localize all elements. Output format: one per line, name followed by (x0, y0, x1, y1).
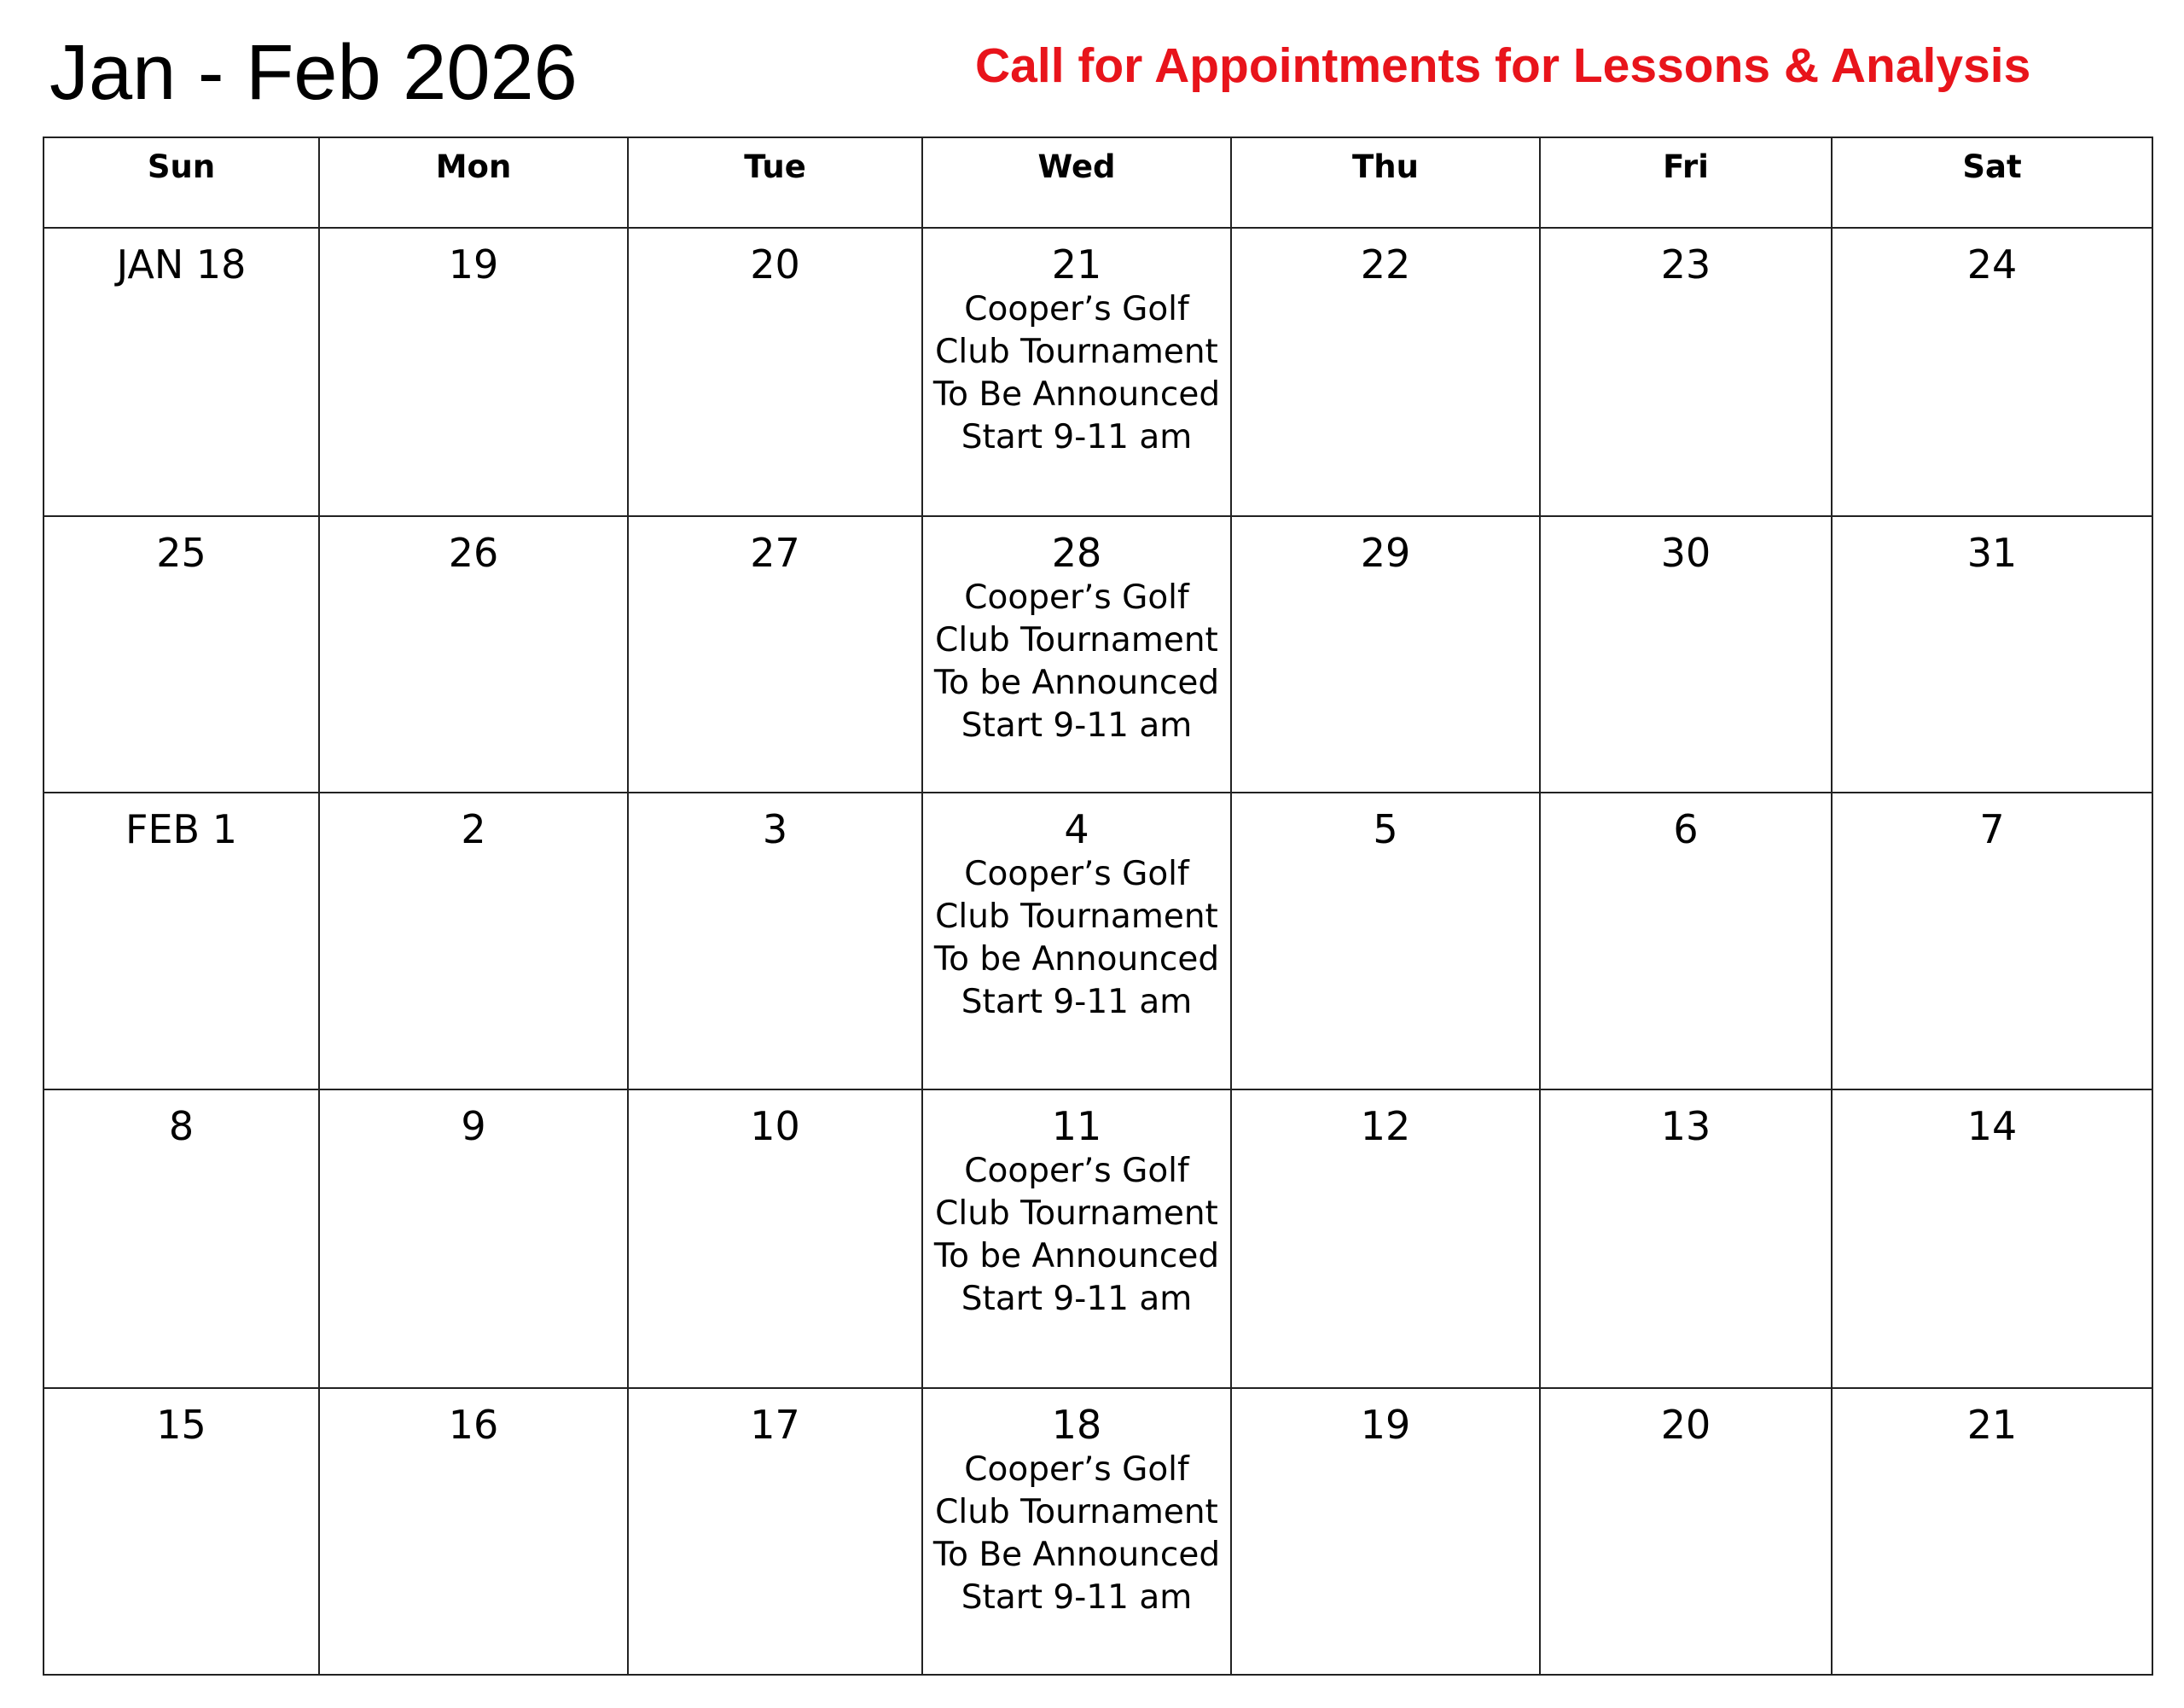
day-number: JAN 18 (116, 241, 247, 288)
day-number: 21 (1966, 1402, 2018, 1448)
day-number: 9 (461, 1103, 486, 1149)
day-cell (1540, 793, 1832, 1089)
weekday-header-tue: Tue (628, 137, 922, 228)
event-text: Club Tournament (935, 898, 1218, 936)
event-text: To Be Announced (932, 375, 1221, 414)
event-text: To be Announced (933, 1237, 1220, 1275)
event-text: To be Announced (933, 940, 1220, 979)
day-number: 16 (448, 1402, 499, 1448)
day-number: 18 (1051, 1402, 1102, 1448)
day-number: 10 (750, 1103, 800, 1149)
day-cell (922, 228, 1231, 516)
week-row (44, 516, 2152, 793)
day-number: 22 (1360, 241, 1411, 288)
weekday-header-fri: Fri (1540, 137, 1832, 228)
appointment-notice: Call for Appointments for Lessons & Analysis (975, 38, 2031, 93)
weekday-header-thu: Thu (1231, 137, 1540, 228)
event-text: Start 9-11 am (961, 983, 1193, 1021)
event-text: Cooper’s Golf (964, 290, 1189, 328)
event-text: Cooper’s Golf (964, 578, 1189, 617)
day-cell (1540, 516, 1832, 793)
event-text: Club Tournament (935, 1493, 1218, 1531)
week-row (44, 1388, 2152, 1675)
day-cell (922, 1388, 1231, 1675)
day-cell (44, 228, 319, 516)
event-text: Club Tournament (935, 621, 1218, 659)
day-cell (44, 793, 319, 1089)
weekday-header-row (44, 137, 2152, 228)
weekday-header-sat: Sat (1832, 137, 2152, 228)
day-cell (1832, 1089, 2152, 1388)
day-number: 15 (156, 1402, 206, 1448)
day-number: 6 (1673, 806, 1699, 852)
day-number: 4 (1064, 806, 1089, 852)
day-number: 26 (448, 530, 499, 576)
day-cell (319, 793, 628, 1089)
day-number: 3 (762, 806, 788, 852)
day-cell (1540, 1089, 1832, 1388)
day-cell (1832, 228, 2152, 516)
day-cell (628, 1388, 922, 1675)
weekday-header-mon: Mon (319, 137, 628, 228)
event-text: Cooper’s Golf (964, 1450, 1189, 1489)
day-number: 14 (1966, 1103, 2018, 1149)
day-number: 11 (1051, 1103, 1102, 1149)
day-cell (1832, 793, 2152, 1089)
day-number: 29 (1360, 530, 1411, 576)
day-number: 27 (750, 530, 800, 576)
day-number: 31 (1966, 530, 2018, 576)
event-text: Club Tournament (935, 1194, 1218, 1233)
day-cell (44, 516, 319, 793)
day-cell (922, 793, 1231, 1089)
event-text: Cooper’s Golf (964, 1152, 1189, 1190)
day-cell (1231, 1089, 1540, 1388)
week-row (44, 228, 2152, 516)
day-number: 25 (156, 530, 206, 576)
event-text: Start 9-11 am (961, 418, 1193, 456)
event-text: To be Announced (933, 664, 1220, 702)
page-title: Jan - Feb 2026 (49, 29, 578, 116)
day-cell (1832, 1388, 2152, 1675)
day-number: 24 (1966, 241, 2018, 288)
day-cell (319, 1388, 628, 1675)
event-text: Club Tournament (935, 333, 1218, 371)
day-cell (1231, 228, 1540, 516)
day-cell (628, 793, 922, 1089)
day-number: 19 (1360, 1402, 1411, 1448)
calendar-body (44, 228, 2152, 1675)
day-number: 7 (1979, 806, 2005, 852)
calendar-grid (43, 137, 2153, 1676)
day-number: 28 (1051, 530, 1102, 576)
day-cell (319, 228, 628, 516)
day-number: 17 (750, 1402, 800, 1448)
day-cell (319, 516, 628, 793)
day-number: 2 (461, 806, 486, 852)
weekday-header-wed: Wed (922, 137, 1231, 228)
day-number: 20 (750, 241, 800, 288)
event-text: Start 9-11 am (961, 706, 1193, 745)
day-number: FEB 1 (125, 806, 237, 852)
day-cell (1231, 516, 1540, 793)
event-text: Cooper’s Golf (964, 855, 1189, 893)
day-number: 8 (168, 1103, 195, 1149)
day-number: 19 (448, 241, 499, 288)
event-text: Start 9-11 am (961, 1280, 1193, 1318)
day-cell (1231, 793, 1540, 1089)
event-text: Start 9-11 am (961, 1578, 1193, 1617)
day-number: 12 (1360, 1103, 1411, 1149)
day-cell (628, 228, 922, 516)
day-cell (1540, 228, 1832, 516)
day-number: 5 (1373, 806, 1398, 852)
event-text: To Be Announced (932, 1536, 1221, 1574)
weekday-header-sun: Sun (44, 137, 319, 228)
day-number: 13 (1660, 1103, 1711, 1149)
day-cell (922, 1089, 1231, 1388)
day-cell (319, 1089, 628, 1388)
day-cell (44, 1388, 319, 1675)
day-cell (44, 1089, 319, 1388)
day-number: 20 (1660, 1402, 1711, 1448)
week-row (44, 793, 2152, 1089)
day-cell (922, 516, 1231, 793)
day-cell (628, 1089, 922, 1388)
day-number: 21 (1051, 241, 1102, 288)
week-row (44, 1089, 2152, 1388)
day-cell (1231, 1388, 1540, 1675)
day-cell (1832, 516, 2152, 793)
day-cell (628, 516, 922, 793)
day-number: 30 (1660, 530, 1711, 576)
day-cell (1540, 1388, 1832, 1675)
day-number: 23 (1660, 241, 1711, 288)
